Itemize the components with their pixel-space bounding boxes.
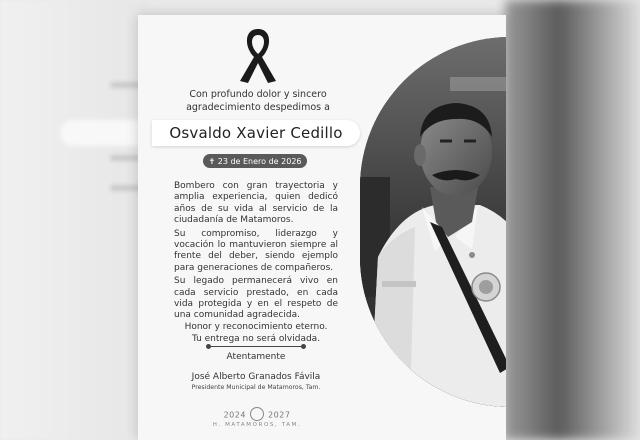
date-badge [203, 154, 307, 168]
intro-text [178, 89, 338, 114]
blurred-background-left [0, 0, 150, 440]
name-banner [152, 120, 360, 146]
closing-line-2: Tu entrega no será olvidada. [191, 334, 321, 344]
logo-subtitle: H. MATAMOROS, TAM. [212, 422, 302, 428]
logo-mark-icon [250, 407, 264, 421]
signer-title: Presidente Municipal de Matamoros, Tam. [191, 384, 321, 391]
divider [208, 346, 304, 347]
mourning-ribbon-icon [236, 25, 280, 87]
logo-year-end: 2027 [268, 410, 291, 420]
logo-year-start: 2024 [223, 410, 246, 420]
condolence-card [138, 15, 506, 440]
tribute-paragraph-3: Su legado permanecerá vivo en cada servicio prestado, en cada vida protegida y en el respeto de una comunidad agradecida. [174, 276, 338, 321]
tribute-paragraph-2: Su compromiso, liderazgo y vocación lo mantuvieron siempre al frente del deber, siendo ejemplo para generaciones de compañeros. [174, 228, 338, 273]
tribute-text [174, 181, 338, 324]
intro-line-1: Con profundo dolor y sincero [189, 89, 327, 100]
tribute-paragraph-1: Bombero con gran trayectoria y amplia experiencia, quien dedicó años de su vida al servicio de la ciudadanía de Matamoros. [174, 181, 338, 226]
signer-name: José Alberto Granados Fávila [191, 372, 321, 382]
blurred-background-right [505, 0, 640, 440]
closing-line-1: Honor y reconocimiento eterno. [184, 322, 328, 332]
intro-line-2: agradecimiento despedimos a [186, 101, 330, 113]
ghost-text-line [110, 155, 140, 161]
firefighter-photo [360, 37, 506, 407]
closing-text [174, 321, 338, 345]
death-date: ✝ 23 de Enero de 2026 [208, 156, 302, 166]
deceased-name: Osvaldo Xavier Cedillo [169, 124, 343, 142]
municipal-logo [216, 408, 298, 422]
atentamente-label: Atentamente [226, 352, 286, 362]
